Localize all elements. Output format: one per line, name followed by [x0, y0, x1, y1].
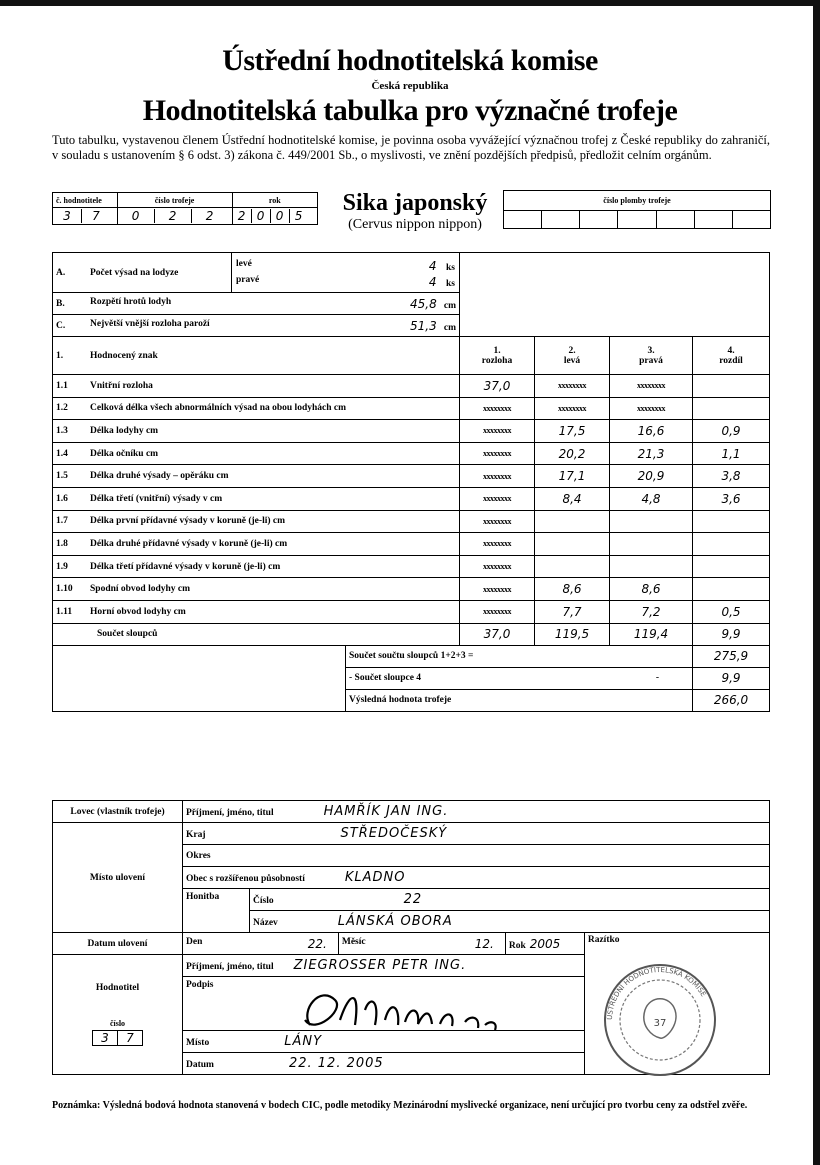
- signature-label: Podpis: [186, 980, 214, 990]
- sum-label: Součet sloupců: [87, 623, 460, 645]
- row-col3: 20,9: [610, 465, 693, 488]
- a-left-value: 4: [428, 258, 437, 273]
- scan-edge-top: [0, 0, 820, 6]
- digit: 2: [154, 209, 191, 223]
- municipality-value: KLADNO: [344, 870, 406, 885]
- row-col3: [610, 533, 693, 556]
- row-col4: [693, 397, 770, 420]
- b-value: 45,8: [410, 296, 437, 311]
- row-col3: 21,3: [610, 442, 693, 465]
- score-row: [53, 555, 770, 578]
- row-col2: 7,7: [535, 600, 610, 623]
- col1-header: [460, 337, 535, 375]
- final-label: Výsledná hodnota trofeje: [346, 689, 693, 711]
- b-row: [87, 293, 460, 315]
- id-box: [52, 192, 318, 225]
- stamp-label: Razítko: [587, 935, 620, 945]
- row-col2: [535, 555, 610, 578]
- row-col3: 4,8: [610, 487, 693, 510]
- row-col4: 0,5: [693, 600, 770, 623]
- date2-row: [183, 1053, 585, 1075]
- row-col2: 17,5: [535, 420, 610, 443]
- col4-header: [693, 337, 770, 375]
- ground-number-row: [250, 889, 770, 911]
- row-text: Délka lodyhy cm: [87, 420, 460, 443]
- seal-cell: [694, 211, 732, 229]
- row-number: 1.9: [53, 555, 88, 578]
- ground-number-label: Číslo: [253, 896, 274, 906]
- digit: 7: [81, 209, 110, 223]
- col4-title: rozdíl: [719, 355, 743, 366]
- hunter-row: [183, 801, 770, 823]
- date2-value: 22. 12. 2005: [288, 1056, 384, 1071]
- score-row: [53, 420, 770, 443]
- row-number: 1.10: [53, 578, 88, 601]
- digit: 2: [191, 209, 228, 223]
- row-number: 1.1: [53, 375, 88, 398]
- year-cells: [232, 208, 317, 225]
- country-label: Česká republika: [371, 80, 449, 92]
- score-row: [53, 600, 770, 623]
- region-value: STŘEDOČESKÝ: [340, 826, 448, 841]
- seal-cell: [504, 211, 542, 229]
- totals-blank: [53, 645, 346, 711]
- row-col4: [693, 533, 770, 556]
- row-col2: [535, 533, 610, 556]
- unit-ks: ks: [446, 278, 455, 289]
- month-label: Měsíc: [341, 936, 366, 947]
- day-value: 22.: [307, 936, 327, 951]
- judge-cell: [53, 955, 183, 1075]
- row-col1: 37,0: [460, 375, 535, 398]
- sum-col1: 37,0: [460, 623, 535, 645]
- sum-col4: 9,9: [693, 623, 770, 645]
- judge-name-label: Příjmení, jméno, titul: [186, 962, 274, 972]
- scoring-table: [52, 252, 770, 712]
- row-col1: xxxxxxxx: [460, 465, 535, 488]
- row-col4: [693, 375, 770, 398]
- row-col2: [535, 510, 610, 533]
- row-col3: [610, 510, 693, 533]
- seal-label: číslo plomby trofeje: [504, 191, 771, 211]
- year-label: rok: [232, 193, 317, 208]
- region-row: [183, 823, 770, 845]
- row-number: 1.6: [53, 487, 88, 510]
- col3-header: [610, 337, 693, 375]
- row-text: Horní obvod lodyhy cm: [87, 600, 460, 623]
- row-number: 1.5: [53, 465, 88, 488]
- sum-col3: 119,4: [610, 623, 693, 645]
- row-col1: xxxxxxxx: [460, 510, 535, 533]
- region-label: Kraj: [186, 830, 206, 840]
- row-number: 1.8: [53, 533, 88, 556]
- row-col3: xxxxxxxx: [610, 375, 693, 398]
- judge-number-box: [92, 1030, 143, 1046]
- year-value: 2005: [529, 936, 561, 951]
- row-text: Délka třetí přídavné výsady v koruně (je-li) cm: [87, 555, 460, 578]
- a-label: A.: [53, 253, 88, 293]
- total123-value: 275,9: [693, 645, 770, 667]
- date-label: Datum ulovení: [53, 933, 183, 955]
- row-text: Délka druhé přídavné výsady v koruně (je-li) cm: [87, 533, 460, 556]
- seal-cell: [618, 211, 656, 229]
- year-label2: Rok: [508, 940, 526, 951]
- form-title: Hodnotitelská tabulka pro význačné trofeje: [142, 94, 678, 127]
- col3-num: 3.: [647, 345, 655, 356]
- ground-name-value: LÁNSKÁ OBORA: [337, 914, 453, 929]
- b-text: Rozpětí hrotů lodyh: [90, 296, 172, 307]
- row-col1: xxxxxxxx: [460, 578, 535, 601]
- species-latin: (Cervus nippon nippon): [348, 217, 482, 232]
- row-number: 1.3: [53, 420, 88, 443]
- scan-edge-right: [813, 0, 820, 1165]
- unit-cm: cm: [443, 300, 456, 311]
- row-col2: 17,1: [535, 465, 610, 488]
- ground-name-label: Název: [253, 918, 278, 928]
- seal-cell: [542, 211, 580, 229]
- row-col3: 7,2: [610, 600, 693, 623]
- c-label: C.: [53, 315, 88, 337]
- unit-ks: ks: [446, 262, 455, 273]
- row-col2: 8,4: [535, 487, 610, 510]
- row-number: 1.4: [53, 442, 88, 465]
- trophy-number-cells: [117, 208, 232, 225]
- score-row: [53, 533, 770, 556]
- score-row: [53, 510, 770, 533]
- stamp-number: 37: [653, 1018, 667, 1029]
- row-col2: xxxxxxxx: [535, 397, 610, 420]
- row-col4: [693, 510, 770, 533]
- month-value: 12.: [474, 936, 494, 951]
- score-row: [53, 578, 770, 601]
- digit: 2: [237, 209, 246, 223]
- row-col2: 20,2: [535, 442, 610, 465]
- ground-label: Honitba: [183, 889, 250, 933]
- municipality-label: Obec s rozšířenou působností: [186, 874, 305, 884]
- unit-cm: cm: [443, 322, 456, 333]
- digit: 5: [289, 209, 308, 223]
- row-col3: [610, 555, 693, 578]
- row-col1: xxxxxxxx: [460, 600, 535, 623]
- date2-label: Datum: [186, 1060, 214, 1070]
- species-name: Sika japonský: [342, 190, 488, 216]
- species-block: [330, 190, 500, 233]
- a-right-value: 4: [428, 274, 437, 289]
- row-col1: xxxxxxxx: [460, 487, 535, 510]
- c-text: Největší vnější rozloha paroží: [90, 318, 210, 329]
- footnote: Poznámka: Výsledná bodová hodnota stanovená v bodech CIC, podle metodiky Mezinárodní myslivecké organizace, není určující pro tvorbu ceny za odstřel zvěře.: [52, 1100, 748, 1111]
- row-col4: 3,8: [693, 465, 770, 488]
- ground-name-row: [250, 911, 770, 933]
- ground-number-value: 22: [403, 892, 423, 907]
- header-num: 1.: [53, 337, 88, 375]
- place-label: Místo ulovení: [53, 823, 183, 933]
- row-text: Délka třetí (vnitřní) výsady v cm: [87, 487, 460, 510]
- year-row: [505, 933, 584, 955]
- row-number: 1.11: [53, 600, 88, 623]
- b-label: B.: [53, 293, 88, 315]
- day-row: [183, 933, 339, 955]
- blank-area: [460, 253, 770, 337]
- sum-col2: 119,5: [535, 623, 610, 645]
- municipality-row: [183, 867, 770, 889]
- c-value: 51,3: [410, 318, 437, 333]
- row-number: 1.2: [53, 397, 88, 420]
- row-col3: xxxxxxxx: [610, 397, 693, 420]
- judge-number-cells: [53, 208, 118, 225]
- month-row: [338, 933, 505, 955]
- col4-num: 4.: [727, 345, 735, 356]
- digit: 0: [270, 209, 289, 223]
- minus4-sign: -: [655, 673, 659, 684]
- a-text: Počet výsad na lodyze: [87, 253, 232, 293]
- row-col1: xxxxxxxx: [460, 420, 535, 443]
- seal-cell: [732, 211, 770, 229]
- sum-num: [53, 623, 88, 645]
- row-col4: [693, 578, 770, 601]
- row-col2: 8,6: [535, 578, 610, 601]
- signature-image: [280, 980, 520, 1040]
- a-values: [232, 253, 460, 293]
- score-row: [53, 465, 770, 488]
- judge-name: ZIEGROSSER PETR ING.: [293, 958, 467, 973]
- col2-num: 2.: [568, 345, 576, 356]
- row-number: 1.7: [53, 510, 88, 533]
- row-col3: 16,6: [610, 420, 693, 443]
- row-col1: xxxxxxxx: [460, 533, 535, 556]
- col1-num: 1.: [493, 345, 501, 356]
- judge-number-label: č. hodnotitele: [53, 193, 118, 208]
- row-col4: 1,1: [693, 442, 770, 465]
- digit: 0: [131, 209, 140, 223]
- final-value: 266,0: [693, 689, 770, 711]
- stamp-text: ÚSTŘEDNÍ HODNOTITELSKÁ KOMISE: [605, 965, 708, 1021]
- minus4-row: [346, 667, 693, 689]
- day-label: Den: [186, 936, 203, 947]
- seal-cell: [656, 211, 694, 229]
- judge-number-small: číslo: [109, 1019, 126, 1028]
- row-col4: [693, 555, 770, 578]
- col1-title: rozloha: [481, 355, 513, 366]
- col3-title: pravá: [639, 355, 663, 366]
- document-title: Ústřední hodnotitelská komise: [222, 44, 598, 77]
- official-stamp: [590, 960, 740, 1080]
- row-col4: 3,6: [693, 487, 770, 510]
- row-col4: 0,9: [693, 420, 770, 443]
- row-col1: xxxxxxxx: [460, 442, 535, 465]
- hunter-name: HAMŘÍK JAN ING.: [323, 804, 449, 819]
- digit: 7: [117, 1031, 142, 1045]
- row-text: Délka první přídavné výsady v koruně (je-li) cm: [87, 510, 460, 533]
- seal-cell: [580, 211, 618, 229]
- digit: 0: [251, 209, 270, 223]
- row-col1: xxxxxxxx: [460, 397, 535, 420]
- intro-paragraph: Tuto tabulku, vystavenou členem Ústřední hodnotitelské komise, je povinna osoba vyvážející význačnou trofej z České republiky do zahraničí, v souladu s ustanovením § 6 odst. 3) zákona č. 449/2001 Sb., o myslivosti, ve znění pozdějších předpisů, předložit celním orgánům.: [52, 133, 770, 162]
- seal-box: [503, 190, 771, 229]
- judge-label: Hodnotitel: [95, 983, 140, 993]
- hunter-name-label: Příjmení, jméno, titul: [186, 808, 274, 818]
- row-text: Vnitřní rozloha: [87, 375, 460, 398]
- a-left-label: levé: [236, 258, 252, 269]
- digit: 3: [63, 209, 71, 223]
- minus4-label: - Součet sloupce 4: [349, 673, 422, 684]
- col2-header: [535, 337, 610, 375]
- row-col2: xxxxxxxx: [535, 375, 610, 398]
- digit: 3: [101, 1031, 109, 1045]
- row-col3: 8,6: [610, 578, 693, 601]
- row-text: Délka druhé výsady – opěráku cm: [87, 465, 460, 488]
- row-text: Celková délka všech abnormálních výsad na obou lodyhách cm: [87, 397, 460, 420]
- col2-title: levá: [563, 355, 581, 366]
- a-right-label: pravé: [236, 274, 260, 285]
- c-row: [87, 315, 460, 337]
- row-text: Délka očníku cm: [87, 442, 460, 465]
- total123-label: Součet součtu sloupců 1+2+3 =: [346, 645, 693, 667]
- score-row: [53, 487, 770, 510]
- judge-name-row: [183, 955, 585, 977]
- row-col1: xxxxxxxx: [460, 555, 535, 578]
- row-text: Spodní obvod lodyhy cm: [87, 578, 460, 601]
- score-row: [53, 442, 770, 465]
- score-row: [53, 375, 770, 398]
- header-text: Hodnocený znak: [87, 337, 460, 375]
- hunter-label: Lovec (vlastník trofeje): [53, 801, 183, 823]
- district-label: Okres: [183, 845, 770, 867]
- city-value: LÁNY: [284, 1034, 323, 1049]
- city-label: Místo: [186, 1038, 210, 1048]
- trophy-number-label: číslo trofeje: [117, 193, 232, 208]
- score-row: [53, 397, 770, 420]
- minus4-value: 9,9: [693, 667, 770, 689]
